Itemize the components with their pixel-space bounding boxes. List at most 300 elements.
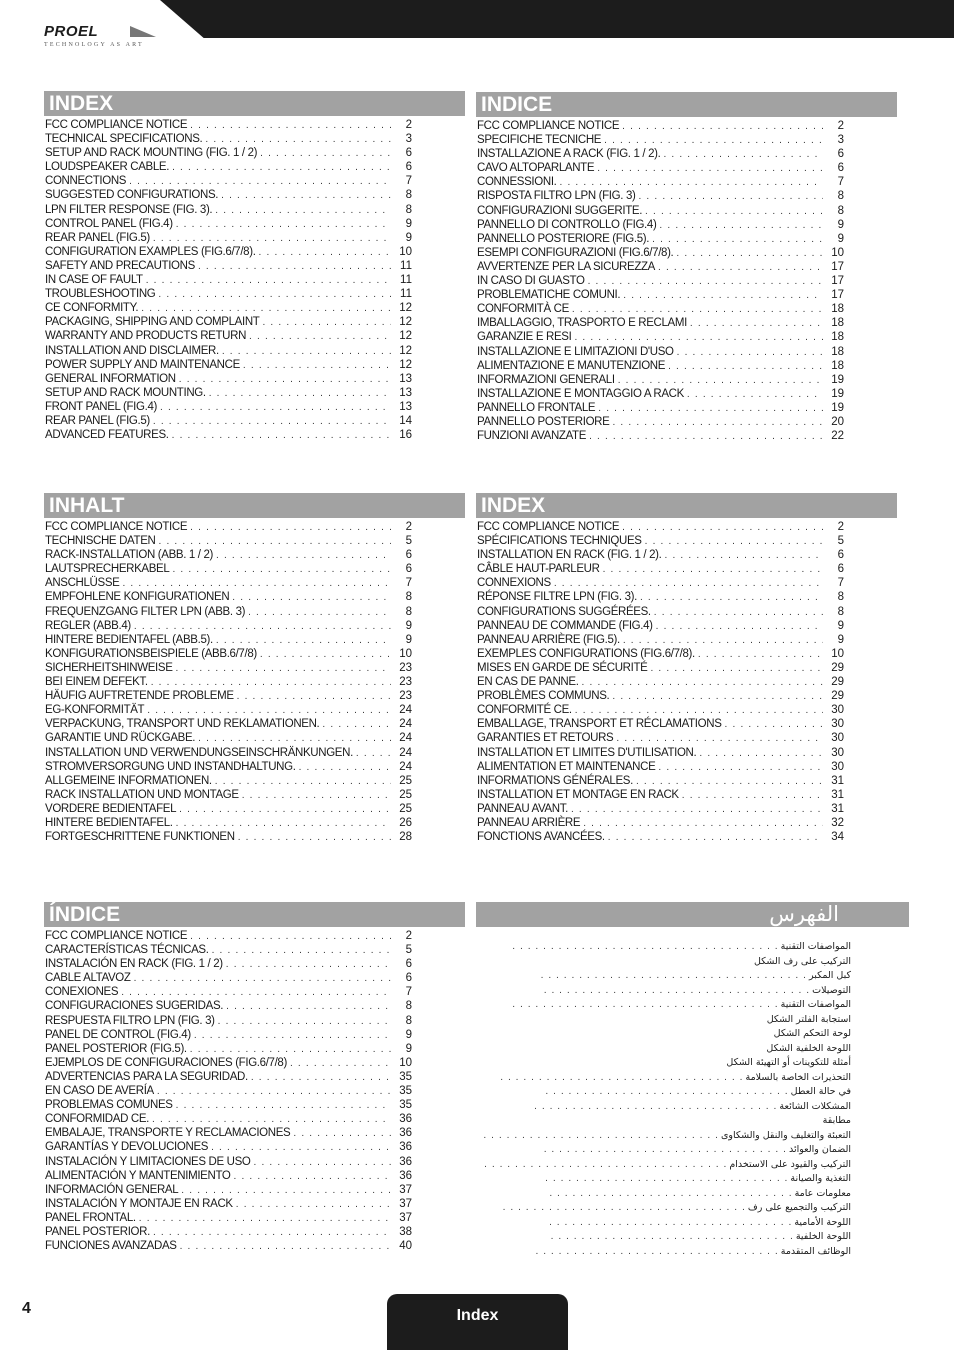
toc-entry[interactable] bbox=[45, 675, 465, 689]
toc-entry[interactable] bbox=[45, 428, 465, 442]
toc-dot-leader bbox=[645, 205, 823, 219]
toc-entry-page: 19 bbox=[831, 373, 844, 386]
toc-dot-leader bbox=[180, 1240, 391, 1254]
toc-entry[interactable] bbox=[476, 969, 851, 984]
toc-entry[interactable] bbox=[477, 232, 897, 246]
toc-entry-title: RACK-INSTALLATION (ABB. 1 / 2) bbox=[45, 549, 214, 562]
toc-entry[interactable] bbox=[477, 689, 897, 703]
index-section-spanish bbox=[44, 902, 465, 1253]
toc-entry[interactable] bbox=[45, 647, 465, 661]
toc-entry-title: المشكلات الشائعة bbox=[779, 1100, 851, 1112]
toc-entry[interactable] bbox=[45, 301, 465, 315]
toc-entry-page: 40 bbox=[399, 1240, 412, 1253]
proel-logo bbox=[44, 24, 144, 48]
toc-entry-title: INSTALLATION UND VERWENDUNGSEINSCHRÄNKUNGEN. bbox=[45, 746, 353, 759]
toc-entry[interactable] bbox=[476, 1216, 851, 1231]
toc-entry-title: REAR PANEL (FIG.5) bbox=[45, 414, 150, 427]
toc-dot-leader bbox=[222, 345, 391, 359]
toc-entry-page: 29 bbox=[831, 661, 844, 674]
toc-entry[interactable] bbox=[45, 203, 465, 217]
toc-entry[interactable] bbox=[45, 1169, 465, 1183]
toc-dot-leader bbox=[216, 549, 391, 563]
toc-dot-leader bbox=[209, 387, 391, 401]
toc-dot-leader bbox=[598, 402, 823, 416]
toc-entry-page: 3 bbox=[837, 134, 844, 147]
toc-entry[interactable] bbox=[45, 1155, 465, 1169]
section-title: INHALT bbox=[44, 493, 465, 518]
toc-entry-title: التركيب والقيود على الاستخدام bbox=[729, 1158, 851, 1170]
section-title: الفهرس bbox=[476, 902, 909, 927]
toc-entry-page: 2 bbox=[837, 521, 844, 533]
toc-entry[interactable] bbox=[45, 548, 465, 562]
toc-entry[interactable] bbox=[477, 788, 897, 802]
toc-entry-page: 13 bbox=[399, 400, 412, 413]
toc-entry[interactable] bbox=[45, 703, 465, 717]
toc-entry[interactable] bbox=[477, 189, 897, 203]
toc-entry[interactable] bbox=[476, 1129, 851, 1144]
index-section-german bbox=[44, 493, 465, 844]
toc-entry[interactable] bbox=[477, 520, 897, 534]
toc-entry-page: 35 bbox=[399, 1070, 412, 1083]
toc-entry-title: STROMVERSORGUNG UND INSTANDHALTUNG. bbox=[45, 760, 296, 773]
toc-entry[interactable] bbox=[477, 562, 897, 576]
toc-entry[interactable] bbox=[45, 760, 465, 774]
toc-entry[interactable] bbox=[45, 633, 465, 647]
toc-dot-leader bbox=[603, 563, 823, 577]
toc-entry[interactable] bbox=[45, 943, 465, 957]
toc-entry[interactable] bbox=[477, 774, 897, 788]
toc-entry[interactable] bbox=[477, 373, 897, 387]
toc-entry[interactable] bbox=[477, 175, 897, 189]
toc-entry-page: 8 bbox=[837, 190, 844, 203]
toc-entry-title: CARACTERÍSTICAS TÉCNICAS. bbox=[45, 944, 209, 957]
toc-entry[interactable] bbox=[45, 259, 465, 273]
toc-entry[interactable] bbox=[477, 260, 897, 274]
toc-entry-title: HINTERE BEDIENTAFEL (ABB.5). bbox=[45, 633, 213, 646]
toc-entry-page: 6 bbox=[405, 549, 412, 562]
toc-dot-leader bbox=[254, 1156, 391, 1170]
toc-entry-title: PROBLEMAS COMUNES bbox=[45, 1099, 173, 1112]
toc-entry-page: 24 bbox=[399, 746, 412, 759]
toc-entry[interactable] bbox=[45, 562, 465, 576]
toc-entry[interactable] bbox=[477, 731, 897, 745]
toc-entry[interactable] bbox=[477, 576, 897, 590]
toc-entry[interactable] bbox=[477, 619, 897, 633]
toc-entry-page: 7 bbox=[405, 577, 412, 590]
toc-entry[interactable] bbox=[45, 146, 465, 160]
toc-entry[interactable] bbox=[45, 957, 465, 971]
toc-entry-page: 30 bbox=[831, 760, 844, 773]
toc-dot-leader bbox=[236, 1198, 391, 1212]
toc-entry-page: 6 bbox=[837, 148, 844, 161]
toc-entry[interactable] bbox=[45, 971, 465, 985]
toc-entry-title: ANSCHLÜSSE bbox=[45, 577, 120, 590]
toc-dot-leader bbox=[216, 634, 391, 648]
toc-entry[interactable] bbox=[45, 661, 465, 675]
toc-entry-page: 8 bbox=[405, 1000, 412, 1013]
toc-dot-leader bbox=[205, 133, 391, 147]
toc-entry-page: 24 bbox=[399, 760, 412, 773]
toc-entry[interactable] bbox=[477, 830, 897, 844]
toc-entry-title: CONFORMITÀ CE bbox=[477, 303, 569, 316]
toc-entry-title: SPECIFICHE TECNICHE bbox=[477, 134, 602, 147]
toc-entry-title: اللوحة الخلفية الشكل bbox=[766, 1042, 851, 1054]
toc-entry-title: المواصفات التقنية bbox=[780, 999, 851, 1010]
toc-entry[interactable] bbox=[477, 534, 897, 548]
toc-entry[interactable] bbox=[477, 274, 897, 288]
toc-dot-leader bbox=[650, 662, 823, 676]
toc-entry-page: 30 bbox=[831, 704, 844, 717]
toc-entry-page: 8 bbox=[405, 605, 412, 618]
section-tab-index[interactable]: Index bbox=[387, 1294, 568, 1350]
toc-entry[interactable] bbox=[45, 830, 465, 844]
toc-entry[interactable] bbox=[476, 984, 851, 999]
toc-entry[interactable] bbox=[45, 619, 465, 633]
toc-dot-leader bbox=[158, 535, 391, 549]
toc-entry-page: 5 bbox=[405, 944, 412, 957]
toc-entry-page: 12 bbox=[399, 316, 412, 329]
toc-entry[interactable] bbox=[476, 1085, 851, 1100]
toc-entry[interactable] bbox=[45, 1197, 465, 1211]
toc-entry-title: PANNELLO POSTERIORE bbox=[477, 415, 610, 428]
toc-dot-leader bbox=[211, 1141, 391, 1155]
toc-entry-title: معلومات عامة bbox=[794, 1187, 851, 1199]
entry-list bbox=[44, 118, 465, 442]
toc-entry[interactable] bbox=[45, 774, 465, 788]
toc-entry[interactable] bbox=[45, 188, 465, 202]
toc-dot-leader bbox=[141, 302, 391, 316]
toc-entry[interactable] bbox=[476, 1158, 851, 1173]
toc-entry-page: 9 bbox=[405, 619, 412, 632]
toc-entry-title: RESPUESTA FILTRO LPN (FIG. 3) bbox=[45, 1014, 215, 1027]
toc-entry[interactable] bbox=[477, 415, 897, 429]
toc-entry-page: 38 bbox=[399, 1225, 412, 1238]
toc-entry[interactable] bbox=[477, 345, 897, 359]
toc-dot-leader bbox=[589, 430, 823, 444]
toc-entry[interactable] bbox=[477, 675, 897, 689]
toc-entry[interactable] bbox=[45, 287, 465, 301]
toc-dot-leader bbox=[544, 1085, 789, 1100]
toc-entry[interactable] bbox=[476, 1042, 851, 1057]
toc-entry[interactable] bbox=[477, 548, 897, 562]
toc-entry-title: PACKAGING, SHIPPING AND COMPLAINT bbox=[45, 316, 260, 329]
toc-entry-page: 36 bbox=[399, 1169, 412, 1182]
toc-entry[interactable] bbox=[477, 605, 897, 619]
toc-entry[interactable] bbox=[477, 119, 897, 133]
toc-entry[interactable] bbox=[45, 816, 465, 830]
toc-entry-title: EMBALLAGE, TRANSPORT ET RÉCLAMATIONS bbox=[477, 718, 722, 731]
toc-entry[interactable] bbox=[477, 746, 897, 760]
toc-entry[interactable] bbox=[45, 605, 465, 619]
toc-entry[interactable] bbox=[45, 118, 465, 132]
toc-entry-page: 8 bbox=[405, 1014, 412, 1027]
toc-entry[interactable] bbox=[477, 302, 897, 316]
toc-entry-page: 8 bbox=[405, 203, 412, 216]
toc-entry[interactable] bbox=[45, 576, 465, 590]
toc-entry-page: 10 bbox=[399, 245, 412, 258]
toc-entry-title: RACK INSTALLATION UND MONTAGE bbox=[45, 788, 239, 801]
toc-entry[interactable] bbox=[45, 174, 465, 188]
toc-entry[interactable] bbox=[476, 1027, 851, 1042]
toc-entry[interactable] bbox=[45, 731, 465, 745]
toc-entry[interactable] bbox=[45, 1042, 465, 1056]
toc-entry[interactable] bbox=[45, 245, 465, 259]
toc-entry[interactable] bbox=[476, 955, 851, 970]
toc-entry[interactable] bbox=[45, 1140, 465, 1154]
toc-entry[interactable] bbox=[477, 246, 897, 260]
toc-entry[interactable] bbox=[477, 717, 897, 731]
toc-entry[interactable] bbox=[476, 1143, 851, 1158]
toc-dot-leader bbox=[179, 373, 391, 387]
toc-entry[interactable] bbox=[45, 273, 465, 287]
toc-entry-title: CONNEXIONS bbox=[477, 577, 551, 590]
toc-entry[interactable] bbox=[477, 647, 897, 661]
toc-dot-leader bbox=[645, 535, 823, 549]
toc-entry[interactable] bbox=[476, 1172, 851, 1187]
toc-entry[interactable] bbox=[477, 760, 897, 774]
toc-dot-leader bbox=[676, 247, 823, 261]
toc-dot-leader bbox=[618, 374, 823, 388]
toc-entry[interactable] bbox=[45, 1112, 465, 1126]
toc-entry-title: EG-KONFORMITÄT bbox=[45, 704, 145, 717]
toc-entry[interactable] bbox=[476, 1245, 851, 1260]
toc-entry-title: CONTROL PANEL (FIG.4) bbox=[45, 217, 173, 230]
toc-entry[interactable] bbox=[45, 1183, 465, 1197]
toc-entry-title: SAFETY AND PRECAUTIONS bbox=[45, 259, 195, 272]
toc-entry-title: CONFORMITÉ CE. bbox=[477, 704, 572, 717]
toc-entry[interactable] bbox=[45, 788, 465, 802]
toc-entry-title: CAVO ALTOPARLANTE bbox=[477, 162, 595, 175]
toc-entry[interactable] bbox=[45, 315, 465, 329]
toc-entry-title: استجابة الفلتر الشكل bbox=[766, 1013, 851, 1025]
toc-entry[interactable] bbox=[45, 1084, 465, 1098]
toc-entry-title: INSTALLAZIONE E LIMITAZIONI D'USO bbox=[477, 345, 674, 358]
toc-entry[interactable] bbox=[45, 344, 465, 358]
toc-entry[interactable] bbox=[45, 746, 465, 760]
toc-entry[interactable] bbox=[477, 133, 897, 147]
toc-entry[interactable] bbox=[477, 387, 897, 401]
toc-entry[interactable] bbox=[45, 132, 465, 146]
toc-entry-page: 18 bbox=[831, 345, 844, 358]
toc-entry-title: SETUP AND RACK MOUNTING (FIG. 1 / 2) bbox=[45, 147, 258, 160]
section-title: INDEX bbox=[476, 493, 897, 518]
toc-entry[interactable] bbox=[45, 1225, 465, 1239]
toc-entry[interactable] bbox=[477, 218, 897, 232]
toc-dot-leader bbox=[537, 969, 807, 984]
toc-dot-leader bbox=[172, 563, 391, 577]
toc-dot-leader bbox=[478, 1129, 719, 1144]
toc-entry-page: 8 bbox=[837, 591, 844, 604]
toc-entry-page: 14 bbox=[399, 414, 412, 427]
toc-entry-page: 2 bbox=[405, 521, 412, 533]
toc-entry-title: RÉPONSE FILTRE LPN (FIG. 3). bbox=[477, 591, 637, 604]
toc-entry[interactable] bbox=[477, 661, 897, 675]
section-title: INDEX bbox=[44, 91, 465, 116]
toc-entry[interactable] bbox=[476, 1114, 851, 1129]
toc-entry[interactable] bbox=[477, 633, 897, 647]
toc-entry[interactable] bbox=[476, 940, 851, 955]
toc-dot-leader bbox=[543, 1172, 788, 1187]
toc-entry[interactable] bbox=[476, 998, 851, 1013]
toc-entry[interactable] bbox=[476, 1201, 851, 1216]
toc-dot-leader bbox=[583, 817, 823, 831]
toc-entry-title: ALIMENTAZIONE E MANUTENZIONE bbox=[477, 359, 666, 372]
index-section-italian bbox=[476, 92, 897, 443]
toc-entry[interactable] bbox=[45, 689, 465, 703]
toc-entry-page: 19 bbox=[831, 401, 844, 414]
toc-entry-title: PANEL POSTERIOR. bbox=[45, 1225, 150, 1238]
toc-dot-leader bbox=[498, 1071, 743, 1086]
toc-entry[interactable] bbox=[45, 1239, 465, 1253]
toc-entry-title: SICHERHEITSHINWEISE bbox=[45, 661, 173, 674]
toc-entry-title: INSTALLAZIONE E MONTAGGIO A RACK bbox=[477, 387, 684, 400]
toc-entry[interactable] bbox=[45, 1028, 465, 1042]
toc-entry[interactable] bbox=[45, 1098, 465, 1112]
toc-entry-title: INSTALLATION ET LIMITES D'UTILISATION. bbox=[477, 746, 697, 759]
toc-entry-page: 7 bbox=[837, 176, 844, 189]
toc-entry-page: 12 bbox=[399, 330, 412, 343]
toc-entry-title: كبل المكبر bbox=[809, 970, 851, 981]
toc-entry-title: HÄUFIG AUFTRETENDE PROBLEME bbox=[45, 690, 234, 703]
toc-entry-title: INSTALLATION EN RACK (FIG. 1 / 2). bbox=[477, 549, 662, 562]
toc-dot-leader bbox=[232, 591, 391, 605]
toc-dot-leader bbox=[608, 831, 823, 845]
toc-dot-leader bbox=[622, 120, 823, 134]
toc-entry[interactable] bbox=[477, 429, 897, 443]
toc-entry[interactable] bbox=[45, 329, 465, 343]
toc-entry[interactable] bbox=[45, 802, 465, 816]
toc-entry-title: TECHNICAL SPECIFICATIONS. bbox=[45, 133, 203, 146]
toc-entry[interactable] bbox=[45, 590, 465, 604]
toc-dot-leader bbox=[532, 1100, 777, 1115]
toc-entry[interactable] bbox=[45, 999, 465, 1013]
toc-entry-title: GARANTÍAS Y DEVOLUCIONES bbox=[45, 1141, 209, 1154]
toc-entry-page: 2 bbox=[405, 119, 412, 131]
toc-entry[interactable] bbox=[45, 1126, 465, 1140]
toc-entry[interactable] bbox=[477, 816, 897, 830]
toc-entry[interactable] bbox=[477, 288, 897, 302]
toc-entry-title: CONFIGURATION EXAMPLES (FIG.6/7/8). bbox=[45, 245, 256, 258]
toc-dot-leader bbox=[290, 1057, 391, 1071]
toc-entry[interactable] bbox=[477, 161, 897, 175]
toc-entry[interactable] bbox=[477, 359, 897, 373]
toc-dot-leader bbox=[548, 1187, 793, 1202]
toc-dot-leader bbox=[549, 1230, 794, 1245]
toc-entry-title: CONFIGURACIONES SUGERIDAS. bbox=[45, 1000, 224, 1013]
toc-dot-leader bbox=[158, 288, 391, 302]
toc-dot-leader bbox=[293, 1127, 391, 1141]
toc-entry[interactable] bbox=[45, 985, 465, 999]
toc-entry-page: 29 bbox=[831, 690, 844, 703]
toc-entry-title: ALLGEMEINE INFORMATIONEN. bbox=[45, 774, 212, 787]
toc-entry[interactable] bbox=[476, 1230, 851, 1245]
toc-entry[interactable] bbox=[45, 217, 465, 231]
toc-entry-page: 36 bbox=[399, 1127, 412, 1140]
toc-entry-page: 35 bbox=[399, 1085, 412, 1098]
toc-dot-leader bbox=[322, 718, 391, 732]
toc-entry-page: 9 bbox=[405, 1042, 412, 1055]
toc-dot-leader bbox=[636, 775, 823, 789]
toc-entry-page: 7 bbox=[837, 577, 844, 590]
toc-entry-page: 20 bbox=[831, 415, 844, 428]
toc-entry-title: المواصفات التقنية bbox=[780, 941, 851, 952]
toc-entry-page: 6 bbox=[837, 549, 844, 562]
toc-dot-leader bbox=[152, 1113, 391, 1127]
toc-entry[interactable] bbox=[45, 1070, 465, 1084]
toc-entry[interactable] bbox=[45, 534, 465, 548]
toc-entry-page: 8 bbox=[837, 605, 844, 618]
toc-entry[interactable] bbox=[45, 386, 465, 400]
toc-entry[interactable] bbox=[477, 590, 897, 604]
toc-dot-leader bbox=[658, 761, 823, 775]
toc-entry[interactable] bbox=[45, 231, 465, 245]
toc-entry-title: التركيب والتجميع على رف bbox=[747, 1202, 851, 1213]
toc-entry-title: VORDERE BEDIENTAFEL bbox=[45, 802, 177, 815]
toc-dot-leader bbox=[640, 591, 823, 605]
toc-entry[interactable] bbox=[45, 400, 465, 414]
toc-entry[interactable] bbox=[477, 147, 897, 161]
toc-entry-page: 25 bbox=[399, 788, 412, 801]
toc-entry-title: PROBLEMATICHE COMUNI. bbox=[477, 289, 621, 302]
toc-entry[interactable] bbox=[45, 372, 465, 386]
toc-dot-leader bbox=[181, 1184, 391, 1198]
toc-entry[interactable] bbox=[476, 1013, 851, 1028]
toc-entry[interactable] bbox=[477, 330, 897, 344]
toc-entry-title: FORTGESCHRITTENE FUNKTIONEN bbox=[45, 831, 235, 844]
toc-entry-title: AVVERTENZE PER LA SICUREZZA bbox=[477, 260, 656, 273]
toc-entry[interactable] bbox=[477, 401, 897, 415]
toc-entry[interactable] bbox=[477, 802, 897, 816]
toc-entry-page: 35 bbox=[399, 1099, 412, 1112]
toc-entry-page: 11 bbox=[400, 274, 412, 287]
toc-dot-leader bbox=[238, 831, 391, 845]
toc-entry[interactable] bbox=[45, 1014, 465, 1028]
toc-entry-page: 28 bbox=[399, 831, 412, 844]
toc-entry-page: 7 bbox=[405, 175, 412, 188]
toc-entry-page: 8 bbox=[405, 591, 412, 604]
toc-entry[interactable] bbox=[45, 160, 465, 174]
toc-entry[interactable] bbox=[45, 1211, 465, 1225]
toc-entry-title: POWER SUPPLY AND MAINTENANCE bbox=[45, 358, 240, 371]
toc-entry[interactable] bbox=[45, 358, 465, 372]
toc-entry[interactable] bbox=[477, 703, 897, 717]
toc-dot-leader bbox=[260, 147, 391, 161]
toc-entry[interactable] bbox=[45, 520, 465, 534]
toc-entry-page: 6 bbox=[405, 958, 412, 971]
toc-entry[interactable] bbox=[45, 717, 465, 731]
toc-dot-leader bbox=[134, 620, 391, 634]
toc-entry[interactable] bbox=[45, 414, 465, 428]
toc-entry[interactable] bbox=[45, 929, 465, 943]
toc-entry[interactable] bbox=[476, 1056, 851, 1071]
toc-entry-title: CONFORMIDAD CE. bbox=[45, 1113, 150, 1126]
toc-entry-page: 11 bbox=[400, 259, 412, 272]
toc-entry[interactable] bbox=[477, 316, 897, 330]
toc-entry[interactable] bbox=[476, 1100, 851, 1115]
toc-entry[interactable] bbox=[45, 1056, 465, 1070]
toc-dot-leader bbox=[153, 415, 391, 429]
toc-entry[interactable] bbox=[476, 1187, 851, 1202]
toc-entry[interactable] bbox=[477, 204, 897, 218]
toc-entry-page: 17 bbox=[831, 275, 844, 288]
toc-dot-leader bbox=[656, 620, 823, 634]
section-title: INDICE bbox=[476, 92, 897, 117]
toc-dot-leader bbox=[212, 944, 391, 958]
toc-entry[interactable] bbox=[476, 1071, 851, 1086]
toc-entry-page: 11 bbox=[400, 288, 412, 301]
toc-dot-leader bbox=[198, 260, 391, 274]
index-section-french bbox=[476, 493, 897, 844]
